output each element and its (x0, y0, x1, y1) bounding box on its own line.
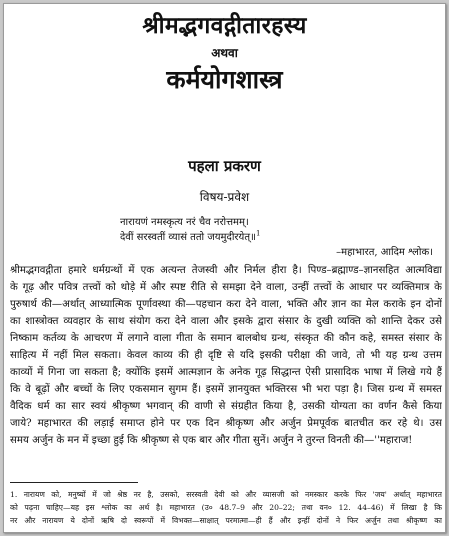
body-line: पुरुषार्थ की—अर्थात् आध्यात्मिक पूर्णावस्था की—पहचान करा देने वाला, भक्ति और ज्ञान का मेल कराके इन दोनों (10, 299, 442, 310)
chapter-heading: पहला प्रकरण (188, 157, 261, 175)
body-line: वैदिक धर्म का सार स्वयं श्रीकृष्ण भगवान् की वाणी से संग्रहीत किया है, उसकी योग्यता का वर्णन कैसे किया (10, 401, 442, 412)
book-title: श्रीमद्भगवद्गीतारहस्य (142, 12, 307, 39)
body-line: समय अर्जुन के मन में इच्छा हुई कि श्रीकृष्ण से एक बार और गीता सुनें। अर्जुन ने तुरन्त विनती की—''महाराज! (10, 435, 413, 446)
body-line: कि वे बूढ़ों और बच्चों के लिए एकसमान सुगम हैं। इसमें ज्ञानयुक्त भक्तिरस भी भरा पड़ा है। जिस ग्रन्थ में समस्त (10, 384, 442, 395)
footnote-divider (10, 482, 138, 483)
book-page (3, 3, 446, 533)
verse-line-2 (120, 229, 260, 243)
footnote-block (10, 488, 442, 527)
verse-line-2-text: देवीं सरस्वतीं व्यासं ततो जयमुदीरयेत्॥ (120, 232, 257, 243)
body-line: का शास्त्रोक्त व्यवहार के साथ संयोग करा देने वाला और इसके द्वारा संसार के दुखी व्यक्ति को शान्ति देकर उसे (10, 316, 442, 327)
body-line: साहित्य में नहीं मिल सकता। केवल काव्य की ही दृष्टि से यदि इसकी परीक्षा की जावे, तो भी यह ग्रन्थ उत्तम (10, 350, 442, 361)
footnote-marker: 1 (256, 229, 261, 238)
body-line: जाये? महाभारत की लड़ाई समाप्त होने पर एक दिन श्रीकृष्ण और अर्जुन प्रेमपूर्वक बातचीत कर रहे थे। उस (10, 418, 442, 429)
chapter-topic: विषय-प्रवेश (199, 190, 250, 204)
title-connector: अथवा (211, 46, 238, 60)
body-line: श्रीमद्भगवद्गीता हमारे धर्मग्रन्थों में एक अत्यन्त तेजस्वी और निर्मल हीरा है। पिण्ड–ब्रह्माण्ड–ज्ञानसहित आत्मविद्या (10, 265, 442, 276)
footnote-line: 1. नारायण को, मनुष्यों में जो श्रेष्ठ नर है, उसको, सरस्वती देवी को और व्यासजी को नमस्कार करके फिर 'जय' अर्थात् महाभारत (10, 490, 442, 499)
footnote-line: नर और नारायण ये दोनों ऋषि दो स्वरूपों में विभक्त—साक्षात् परमात्मा—ही हैं और इन्हीं दोनों ने फिर अर्जुन तथा श्रीकृष्ण का (10, 516, 442, 525)
footnote-line: को पढ़ना चाहिए—यह इस श्लोक का अर्थ है। महाभारत (उ० 48.7–9 और 20–22; तथा वन० 12. 44–46) में लिखा है कि (10, 503, 442, 512)
verse-citation: –महाभारत, आदिम श्लोक। (336, 247, 433, 258)
body-paragraph (10, 262, 442, 449)
book-subtitle: कर्मयोगशास्त्र (166, 65, 283, 94)
verse-line-1: नारायणं नमस्कृत्य नरं चैव नरोत्तमम्। (120, 217, 249, 228)
body-line: निष्काम कर्तव्य के आचरण में लगाने वाला गीता के समान बालबोध ग्रन्थ, संस्कृत की कौन कहे, समस्त संसार के (10, 333, 442, 344)
body-line: के गूढ़ और पवित्र तत्त्वों को थोड़े में और स्पष्ट रीति से समझा देने वाला, उन्हीं तत्त्वों के आधार पर व्यक्तिमात्र के (10, 282, 442, 293)
body-line: काव्यों में गिना जा सकता है; क्योंकि इसमें आत्मज्ञान के अनेक गूढ़ सिद्धान्त ऐसी प्रासादिक भाषा में लिखे गये हैं (10, 367, 442, 378)
